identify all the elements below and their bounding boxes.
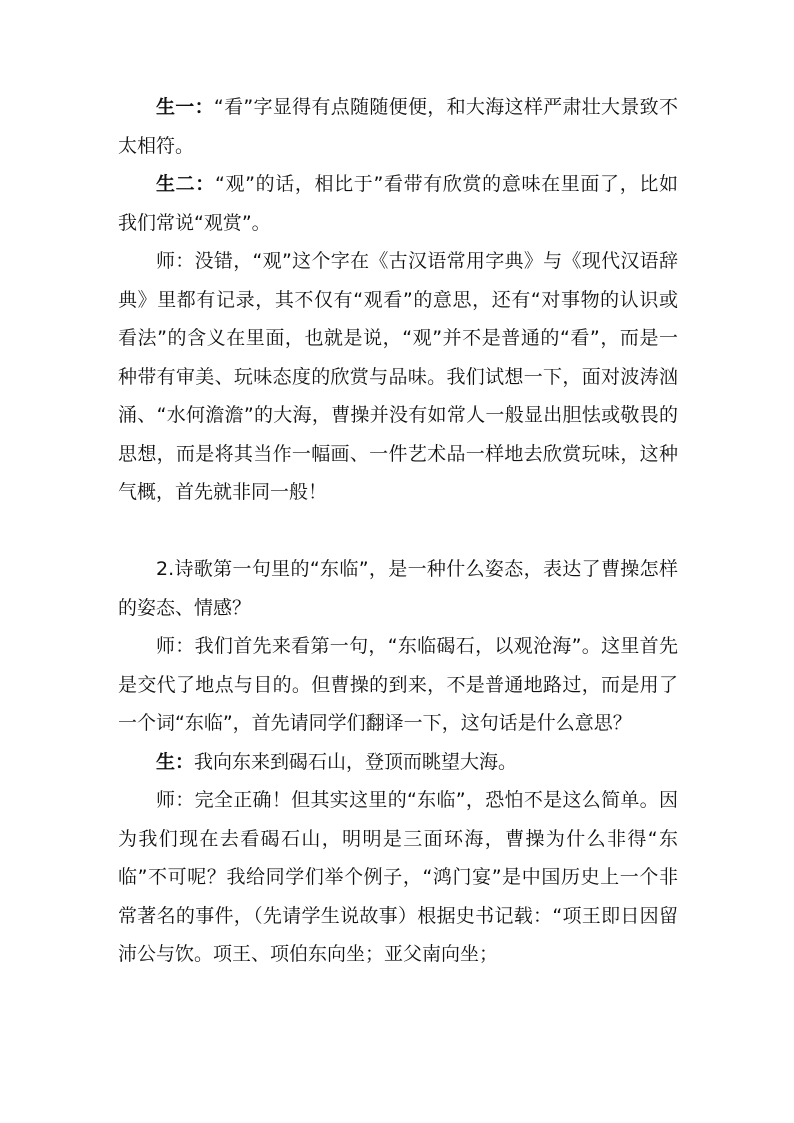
paragraph-text: 师：没错，“观”这个字在《古汉语常用字典》与《现代汉语辞典》里都有记录，其不仅有“观看”的意思，还有“对事物的认识或看法”的含义在里面，也就是说，“观”并不是普通的“看”，而是一种带有审美、玩味态度的欣赏与品味。我们试想一下，面对波涛汹涌、“水何澹澹”的大海，曹操并没有如常人一般显出胆怯或敬畏的思想，而是将其当作一幅画、一件艺术品一样地去欣赏玩味，这种气概，首先就非同一般！ xyxy=(118,250,678,503)
paragraph-question-two xyxy=(118,550,678,627)
paragraph-student-two xyxy=(118,165,678,242)
paragraph-gap xyxy=(118,512,678,551)
speaker-label: 生二： xyxy=(156,173,215,195)
paragraph-teacher-first-line xyxy=(118,627,678,743)
paragraph-text: 师：完全正确！但其实这里的“东临”，恐怕不是这么简单。因为我们现在去看碣石山，明明是三面环海，曹操为什么非得“东临”不可呢？我给同学们举个例子，“鸿门宴”是中国历史上一个非常著名的事件，（先请学生说故事）根据史书记载：“项王即日因留沛公与饮。项王、项伯东向坐；亚父南向坐； xyxy=(118,789,678,965)
paragraph-teacher-donglin xyxy=(118,781,678,974)
paragraph-text: 师：我们首先来看第一句，“东临碣石，以观沧海”。这里首先是交代了地点与目的。但曹操的到来，不是普通地路过，而是用了一个词“东临”，首先请同学们翻译一下，这句话是什么意思？ xyxy=(118,635,678,734)
paragraph-text: “看”字显得有点随随便便，和大海这样严肃壮大景致不太相符。 xyxy=(118,96,678,157)
paragraph-student-one xyxy=(118,88,678,165)
paragraph-text: “观”的话，相比于”看带有欣赏的意味在里面了，比如我们常说“观赏”。 xyxy=(118,173,678,234)
paragraph-text: 我向东来到碣石山，登顶而眺望大海。 xyxy=(194,750,518,773)
speaker-label: 生一： xyxy=(156,96,214,118)
document-page xyxy=(118,88,678,974)
paragraph-text: 2.诗歌第一句里的“东临”，是一种什么姿态，表达了曹操怎样的姿态、情感？ xyxy=(118,558,678,619)
speaker-label: 生： xyxy=(156,750,195,773)
paragraph-student-answer xyxy=(118,743,678,782)
paragraph-teacher-guan xyxy=(118,242,678,512)
